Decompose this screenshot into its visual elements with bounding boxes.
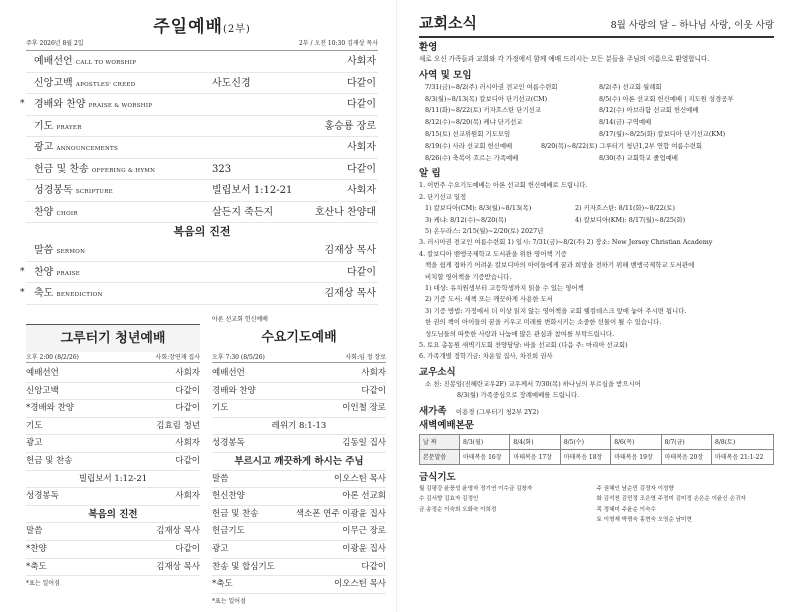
order-name-en: OFFERING & HYMN [91,167,156,174]
prayer-line: 금 송정순 이숙희 오화숙 이희정 [419,506,497,513]
standing-note: *표는 일어섬 [212,597,246,605]
order-mark: * [20,99,25,109]
order-name: 헌금 및 찬송 OFFERING & HYMN [34,163,156,175]
order-name-en: APOSTLES' CREED [75,81,136,88]
wed-top-note: 아론 선교회 헌신예배 [212,316,268,323]
order-row [20,94,378,116]
list-item: 기도 김효림 청년 [26,418,200,436]
wednesday-service [212,314,386,605]
list-item: 말씀 이오스틴 목사 [212,471,386,489]
order-name: 성경봉독 SCRIPTURE [34,185,113,196]
order-name-en: PRAISE & WORSHIP [88,103,153,109]
prayer-line: 월 김평강 윤풍성 윤영자 정기연 이수금 김창자 [419,485,533,492]
schedule-item: 8/19(수) 사라 선교회 헌신예배 8/20(목)~8/22(토) 그루터기 청년1,2부 연합 여름수련회 [425,141,703,150]
order-name-en: CALL TO WORSHIP [75,60,137,66]
order-leader: 다같이 [347,77,376,89]
list-item: *찬양 다같이 [26,541,200,559]
order-row [26,159,378,181]
page-title: 주일예배(2부) [153,17,251,37]
welcome-heading: 환영 [419,42,438,53]
list-item: 광고 이광윤 집사 [212,541,386,559]
order-row [26,137,378,159]
schedule-item: 8/12(수)~8/20(목) 케냐 단기선교 8/14(금) 구역예배 [425,118,652,127]
prayer-list [419,484,774,526]
youth-service [26,314,200,587]
order-of-worship [20,51,378,223]
prayer-line: 토 이명재 박명숙 홍현숙 오영순 남미현 [596,517,692,524]
member-news: 소 천: 진봉임(진혜란교우2F) 교우께서 7/30(목) 하나님의 부르심을 받으시어 8/3(월) 가족중심으로 장례예배를 드립니다. [425,379,641,400]
news-page [396,0,792,612]
order-of-worship-2 [20,240,378,305]
list-item: *축도 김재상 목사 [26,559,200,577]
order-detail: 살든지 죽든지 [212,206,274,218]
order-name: 경배와 찬양 PRAISE & WORSHIP [34,99,153,110]
order-name-en: BENEDICTION [56,292,103,298]
notice-heading: 알 림 [419,168,441,180]
wed-scripture-ref: 레위기 8:1-13 [212,418,386,436]
sermon-title: 복음의 진전 [173,225,231,238]
service-meta [26,36,378,51]
order-leader: 다같이 [347,99,376,110]
order-name-en: SCRIPTURE [75,189,113,195]
wed-meta: 오후 7:30 (8/5/26) 사회:임 정 장로 [212,354,386,361]
schedule-item: 8/11(화)~8/22(토) 키자흐스탄 단기선교 8/12(수) 아브라함 선교회 헌신예배 [425,106,699,115]
youth-sermon-title: 복음의 진전 [26,506,200,524]
order-leader: 다같이 [347,266,376,278]
wed-title: 수요기도예배 [212,324,386,352]
order-mark: * [20,288,25,298]
order-row [20,283,378,305]
list-item: 기도 이인철 장로 [212,400,386,418]
schedule-heading: 사역 및 모임 [419,69,472,81]
prayer-line: 목 정혜미 주윤순 이숙수 [596,506,656,513]
list-item: 예배선언 사회자 [212,365,386,383]
list-item: *경배와 찬양 다같이 [26,400,200,418]
order-leader: 호산나 찬양대 [314,206,376,218]
notice-list: 1. 이번주 수요기도예배는 아론 선교회 헌신예배로 드립니다. 2. 단기선교 일정 1) 칼보디아(CM): 8/3(월)~8/13(목) 2) 키자흐스탄: 8/11(화)~8/22(토) 3) 케냐: 8/12(수)~8/20(목) 4) 칼보디아(KM): 8/17(월)~8/25(화) 5) 온두라스: 2/15(월)~2/20(토) 2027년 3. 러시아권 전교인 여름수련회 1) 일시: 7/31(금)~8/2(주) 2) 장소: New Jersey Christian Academy 4. 칼보디아 밴앵국제학교 도서관을 위한 영어책 기증 책을 쉽게 접하기 어려운 칼보디아의 아이들에게 꿈과 희망을 전하기 위해 밴앵국제학교 도서관에 비치할 영어책을 기증받습니다. 1) 대상: 유치원생부터 고등학생까지 읽을 수 있는 영어책 2) 기증 도서: 새책 또는 깨끗하게 사용한 도서 3) 기증 방법: 가정에서 더 이상 읽지 않는 영어책을 교회 웰컴데스크 앞에 놓아 주시면 됩니다. 한 권의 책이 아이들의 꿈을 키우고 미래를 변화시키는 소중한 선물이 될 수 있습니다. 성도님들의 따뜻한 사랑과 나눔에 많은 관심과 참여를 부탁드립니다. 5. 토요 총동원 새벽기도회 찬양담당: 바울 선교회 (다음 주: 마리아 선교회) 6. 가족개별 정학기금: 차운일 집사, 차진희 권사 [419,181,713,361]
order-row [26,180,378,202]
list-item: 헌금 및 찬송 다같이 [26,453,200,471]
list-item: 헌금 및 찬송 색소폰 연주 이광윤 집사 [212,506,386,524]
order-name: 기도 PRAYER [34,120,82,132]
schedule-item: 8/26(수) 축복이 흐르는 가족예배 8/30(주) 교회학교 졸업예배 [425,153,678,162]
order-row [20,262,378,284]
order-row [26,116,378,138]
wed-sermon-title: 부르시고 깨끗하게 하시는 주님 [212,453,386,471]
news-title: 교회소식 [419,14,477,32]
table-row: 날 짜 8/3(월) 8/4(화) 8/5(수) 8/6(목) 8/7(금) 8/8(토) [420,434,774,449]
table-row: 본문말씀 마태복음 16장 마태복음 17장 마태복음 18장 마태복음 19장 마태복음 20장 마태복음 21:1-22 [420,449,774,464]
order-row [26,202,378,224]
list-item: 성경봉독 김동일 집사 [212,435,386,453]
member-news-heading: 교우소식 [419,366,456,378]
prayer-line: 수 김서향 김효자 김정인 [419,496,479,503]
order-name-en: CHOIR [56,210,78,217]
order-name: 광고 ANNOUNCEMENTS [34,142,119,153]
order-leader: 김재상 목사 [324,245,376,256]
prayer-line: 주 권혜인 남순민 김정자 이정향 [596,485,674,492]
order-row [26,73,378,95]
prayer-line: 화 김석천 김민정 조은영 주정미 김미정 손은순 이윤신 손귀자 [596,496,746,503]
order-name: 예배선언 CALL TO WORSHIP [34,56,137,67]
order-detail: 빌립보서 1:12-21 [212,185,293,196]
order-leader: 김재상 목사 [324,288,376,299]
order-name-en: SERMON [56,249,86,255]
news-header [419,12,774,38]
list-item: 예배선언 사회자 [26,365,200,383]
prayer-heading: 금식기도 [419,471,456,483]
new-family: 새가족 이용경 (그루터기 청2부 2Y2) [419,405,539,417]
order-name-en: PRAYER [56,124,82,131]
order-name: 찬양 PRAISE [34,266,81,278]
list-item: 광고 사회자 [26,435,200,453]
order-mark: * [20,266,25,277]
dawn-heading: 새벽예배본문 [419,419,475,431]
order-name-en: ANNOUNCEMENTS [56,146,119,152]
list-item: 신앙고백 다같이 [26,383,200,401]
service-time: 2부 / 오전 10:30 김재상 목사 [298,40,378,47]
schedule-list [419,82,774,165]
dawn-table [419,434,774,465]
order-leader: 다같이 [347,163,376,175]
order-name: 찬양 CHOIR [34,206,78,218]
news-subtitle: 8월 사랑의 달 – 하나님 사랑, 이웃 사랑 [610,20,774,31]
list-item: 헌금기도 이무근 장로 [212,523,386,541]
youth-meta: 오후 2:00 (8/2/26) 사회:장연재 집사 [26,354,200,361]
order-name: 말씀 SERMON [34,245,86,256]
order-leader: 사회자 [347,142,376,153]
list-item: 찬송 및 합심기도 다같이 [212,559,386,577]
list-item: 경배와 찬양 다같이 [212,383,386,401]
order-row [26,240,378,262]
standing-note: *표는 일어섬 [26,580,60,588]
order-name: 신앙고백 APOSTLES' CREED [34,77,136,89]
youth-scripture-ref: 빌립보서 1:12-21 [26,471,200,489]
order-leader: 사회자 [347,185,376,196]
order-detail: 323 [212,163,232,175]
order-name-en: PRAISE [56,270,81,277]
schedule-item: 7/31(금)~8/2(주) 러시아권 전교인 여름수련회 8/2(주) 선교회 월례회 [425,82,662,91]
order-name: 축도 BENEDICTION [34,288,103,299]
order-leader: 사회자 [347,56,376,67]
schedule-item: 8/15(토) 선교위원회 기도모임 8/17(월)~8/25(화) 칼보디아 단기선교(KM) [425,129,726,138]
order-row [26,51,378,73]
list-item: 말씀 김재상 목사 [26,523,200,541]
list-item: 성경봉독 사회자 [26,488,200,506]
service-date: 주후 2026년 8월 2일 [26,40,84,47]
order-leader: 홍승룡 장로 [324,120,376,132]
order-detail: 사도신경 [212,77,251,89]
schedule-item: 8/3(월)~8/13(목) 칼보디아 단기선교(CM) 8/5(수) 아론 선교회 헌신예배 | 지도원 성경공부 [425,94,734,103]
welcome-text: 새로 오신 가족들과 교회와 각 가정에서 함께 예배 드리시는 모든 분들을 주님의 이름으로 환영합니다. [419,55,710,63]
list-item: 헌신찬양 아론 선교회 [212,488,386,506]
list-item: *축도 이오스틴 목사 [212,576,386,594]
youth-title: 그루터기 청년예배 [26,324,200,352]
